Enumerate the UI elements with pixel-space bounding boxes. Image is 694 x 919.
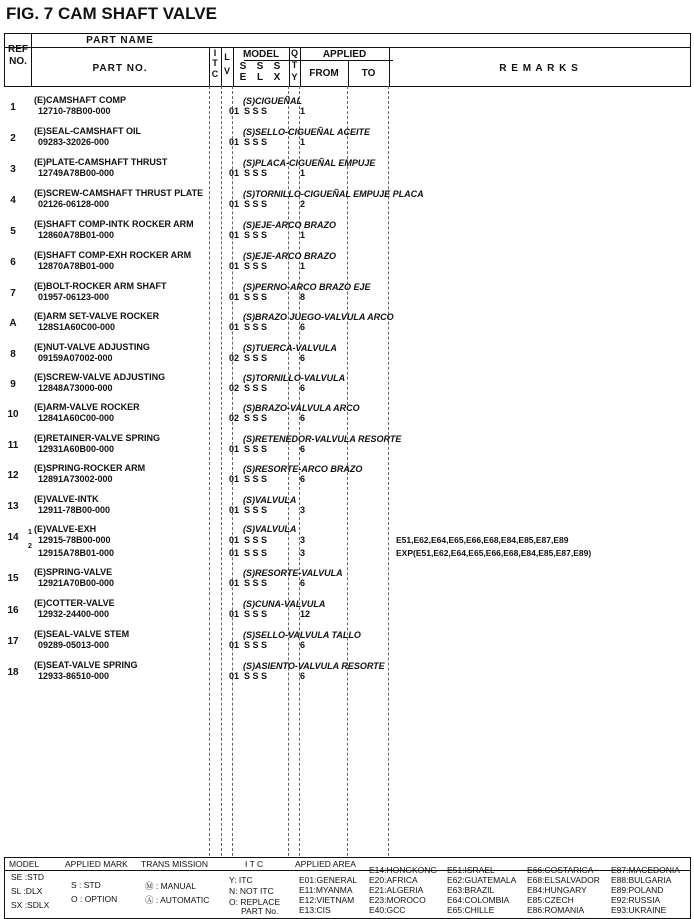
lv-value: 02 bbox=[229, 353, 240, 363]
part-number: 02126-06128-000 bbox=[38, 199, 110, 209]
legend-area-item: E01:GENERAL bbox=[299, 875, 358, 885]
qty-value: 6 bbox=[300, 578, 306, 588]
qty-value: 3 bbox=[300, 535, 306, 545]
model-header: MODEL bbox=[242, 49, 280, 60]
legend-area-item: E86:ROMANIA bbox=[527, 905, 585, 915]
ref-number: 17 bbox=[7, 636, 19, 647]
model-sx-x: X bbox=[273, 72, 281, 83]
legend-area-item: E66:COSTARICA bbox=[527, 865, 594, 875]
qty-value: 6 bbox=[300, 322, 306, 332]
model-marks: S S S bbox=[244, 322, 268, 332]
lv-value: 01 bbox=[229, 474, 240, 484]
legend-area-item: E63:BRAZIL bbox=[447, 885, 495, 895]
part-no-header: PART NO. bbox=[92, 63, 148, 74]
spanish-name: (S)SELLO-CIGUEÑAL ACEITE bbox=[243, 127, 371, 137]
legend-area-item: E88:BULGARIA bbox=[611, 875, 672, 885]
part-name: (E)SCREW-VALVE ADJUSTING bbox=[34, 372, 166, 382]
legend-area-item: E12:VIETNAM bbox=[299, 895, 355, 905]
spanish-name: (S)PERNO-ARCO BRAZO EJE bbox=[243, 282, 371, 292]
lv-value: 02 bbox=[229, 413, 240, 423]
part-name: (E)ARM-VALVE ROCKER bbox=[34, 402, 140, 412]
legend-area-item: E89:POLAND bbox=[611, 885, 664, 895]
model-sx-s: S bbox=[273, 61, 281, 72]
part-name: (E)SCREW-CAMSHAFT THRUST PLATE bbox=[34, 188, 204, 198]
spanish-name: (S)CUNA-VALVULA bbox=[243, 599, 326, 609]
sub-number: 2 bbox=[28, 543, 32, 550]
spanish-name: (S)TORNILLO-CIGUEÑAL EMPUJE PLACA bbox=[243, 189, 424, 199]
legend-area-item: E87:MACEDONIA bbox=[611, 865, 680, 875]
part-name: (E)CAMSHAFT COMP bbox=[34, 95, 126, 105]
model-marks: S S S bbox=[244, 474, 268, 484]
ref-header: REF bbox=[8, 44, 28, 55]
legend-area-item: E21:ALGERIA bbox=[369, 885, 424, 895]
no-header: NO. bbox=[9, 56, 27, 67]
spanish-name: (S)CIGUEÑAL bbox=[243, 96, 302, 106]
model-marks: S S S bbox=[244, 444, 268, 454]
remark-text: EXP(E51,E62,E64,E65,E66,E68,E84,E85,E87,E89) bbox=[396, 548, 592, 558]
qty-value: 6 bbox=[300, 444, 306, 454]
lv-value: 01 bbox=[229, 505, 240, 515]
ref-number: 1 bbox=[10, 102, 16, 113]
legend-model-item: SL :DLX bbox=[11, 886, 43, 896]
legend-model-item: SX :SDLX bbox=[11, 900, 50, 910]
lv-value: 01 bbox=[229, 261, 240, 271]
legend-area-item: E92:RUSSIA bbox=[611, 895, 661, 905]
part-number: 12921A70B00-000 bbox=[38, 578, 115, 588]
remark-text: E51,E62,E64,E65,E66,E68,E84,E85,E87,E89 bbox=[396, 535, 569, 545]
part-number: 12915A78B01-000 bbox=[38, 548, 115, 558]
to-header: TO bbox=[361, 68, 376, 79]
ref-number: 4 bbox=[10, 195, 16, 206]
legend-area-item: E68:ELSALVADOR bbox=[527, 875, 600, 885]
spanish-name: (S)TORNILLO-VALVULA bbox=[243, 373, 346, 383]
part-number: 12860A78B01-000 bbox=[38, 230, 115, 240]
spanish-name: (S)VALVULA bbox=[243, 524, 297, 534]
qty-value: 6 bbox=[300, 671, 306, 681]
legend-itc-item: Y: ITC bbox=[229, 875, 253, 885]
legend-model-header: MODEL bbox=[9, 859, 40, 869]
legend-area-item: E40:GCC bbox=[369, 905, 406, 915]
qty-value: 3 bbox=[300, 505, 306, 515]
lv-value: 01 bbox=[229, 322, 240, 332]
qty-value: 6 bbox=[300, 474, 306, 484]
part-name: (E)ARM SET-VALVE ROCKER bbox=[34, 311, 160, 321]
part-number: 09289-05013-000 bbox=[38, 640, 110, 650]
spanish-name: (S)BRAZO-VALVULA ARCO bbox=[243, 403, 360, 413]
part-name-header: PART NAME bbox=[86, 35, 154, 46]
model-marks: S S S bbox=[244, 261, 268, 271]
model-marks: S S S bbox=[244, 578, 268, 588]
legend-area-item: E20:AFRICA bbox=[369, 875, 418, 885]
lv-value: 01 bbox=[229, 137, 240, 147]
ref-number: 14 bbox=[7, 532, 19, 543]
model-marks: S S S bbox=[244, 413, 268, 423]
part-name: (E)SPRING-VALVE bbox=[34, 567, 113, 577]
qty-value: 12 bbox=[300, 609, 311, 619]
legend-area-item: E64:COLOMBIA bbox=[447, 895, 510, 905]
part-number: 12891A73002-000 bbox=[38, 474, 113, 484]
spanish-name: (S)BRAZO JUEGO-VALVULA ARCO bbox=[243, 312, 394, 322]
model-marks: S S S bbox=[244, 292, 268, 302]
ref-number: 15 bbox=[7, 573, 19, 584]
part-number: 09283-32026-000 bbox=[38, 137, 110, 147]
ref-number: 11 bbox=[7, 440, 19, 451]
part-name: (E)SEAT-VALVE SPRING bbox=[34, 660, 138, 670]
model-marks: S S S bbox=[244, 640, 268, 650]
lv-value: 01 bbox=[229, 230, 240, 240]
spanish-name: (S)ASIENTO-VALVULA RESORTE bbox=[243, 661, 385, 671]
model-marks: S S S bbox=[244, 535, 268, 545]
qty-value: 6 bbox=[300, 640, 306, 650]
from-header: FROM bbox=[309, 68, 339, 79]
model-marks: S S S bbox=[244, 383, 268, 393]
legend-area-item: E84:HUNGARY bbox=[527, 885, 587, 895]
page-title: FIG. 7 CAM SHAFT VALVE bbox=[6, 4, 217, 23]
spanish-name: (S)SELLO-VALVULA TALLO bbox=[243, 630, 361, 640]
remarks-header: R E M A R K S bbox=[499, 63, 579, 74]
spanish-name: (S)RESORTE-VALVULA bbox=[243, 568, 343, 578]
part-number: 12933-86510-000 bbox=[38, 671, 110, 681]
part-number: 12710-78B00-000 bbox=[38, 106, 111, 116]
legend-itc-item: PART No. bbox=[241, 906, 279, 916]
spanish-name: (S)EJE-ARCO BRAZO bbox=[243, 251, 337, 261]
qty-value: 6 bbox=[300, 353, 306, 363]
itc-i: I bbox=[213, 48, 217, 58]
legend-trans-item: Ⓐ : AUTOMATIC bbox=[145, 895, 210, 905]
part-number: 12911-78B00-000 bbox=[38, 505, 111, 515]
model-se-s: S bbox=[239, 61, 247, 72]
lv-value: 01 bbox=[229, 292, 240, 302]
part-name: (E)RETAINER-VALVE SPRING bbox=[34, 433, 161, 443]
ref-number: 7 bbox=[10, 288, 16, 299]
legend-trans-header: TRANS MISSION bbox=[141, 859, 209, 869]
qty-q: Q bbox=[290, 48, 298, 58]
ref-number: 8 bbox=[10, 349, 16, 360]
qty-value: 1 bbox=[300, 230, 306, 240]
lv-value: 01 bbox=[229, 578, 240, 588]
legend-area-item: E51:ISRAEL bbox=[447, 865, 495, 875]
qty-value: 6 bbox=[300, 383, 306, 393]
lv-v: V bbox=[223, 66, 230, 76]
part-name: (E)PLATE-CAMSHAFT THRUST bbox=[34, 157, 168, 167]
spanish-name: (S)PLACA-CIGUEÑAL EMPUJE bbox=[243, 158, 376, 168]
part-name: (E)VALVE-EXH bbox=[34, 524, 97, 534]
lv-value: 01 bbox=[229, 444, 240, 454]
qty-t: T bbox=[291, 60, 298, 70]
spanish-name: (S)RETENEDOR-VALVULA RESORTE bbox=[243, 434, 402, 444]
lv-value: 01 bbox=[229, 548, 240, 558]
qty-value: 2 bbox=[300, 199, 306, 209]
lv-value: 01 bbox=[229, 535, 240, 545]
qty-value: 1 bbox=[300, 168, 306, 178]
part-name: (E)SHAFT COMP-INTK ROCKER ARM bbox=[34, 219, 194, 229]
spanish-name: (S)TUERCA-VALVULA bbox=[243, 343, 337, 353]
model-marks: S S S bbox=[244, 168, 268, 178]
part-name: (E)SHAFT COMP-EXH ROCKER ARM bbox=[34, 250, 192, 260]
legend-footer bbox=[4, 857, 691, 919]
spanish-name: (S)RESORTE-ARCO BRAZO bbox=[243, 464, 363, 474]
lv-value: 02 bbox=[229, 383, 240, 393]
part-name: (E)COTTER-VALVE bbox=[34, 598, 115, 608]
legend-trans-item: Ⓜ : MANUAL bbox=[145, 881, 197, 891]
spanish-name: (S)EJE-ARCO BRAZO bbox=[243, 220, 337, 230]
legend-itc-header: I T C bbox=[245, 859, 264, 869]
qty-value: 3 bbox=[300, 548, 306, 558]
lv-value: 01 bbox=[229, 671, 240, 681]
part-number: 12841A60C00-000 bbox=[38, 413, 115, 423]
model-marks: S S S bbox=[244, 548, 268, 558]
legend-area-item: E14:HONGKONG bbox=[369, 865, 438, 875]
model-marks: S S S bbox=[244, 106, 268, 116]
qty-value: 1 bbox=[300, 261, 306, 271]
ref-number: 16 bbox=[7, 605, 19, 616]
part-number: 12932-24400-000 bbox=[38, 609, 110, 619]
ref-number: 9 bbox=[10, 379, 16, 390]
model-marks: S S S bbox=[244, 671, 268, 681]
model-marks: S S S bbox=[244, 230, 268, 240]
part-name: (E)SEAL-VALVE STEM bbox=[34, 629, 130, 639]
lv-value: 01 bbox=[229, 199, 240, 209]
lv-value: 01 bbox=[229, 168, 240, 178]
applied-header: APPLIED bbox=[322, 49, 367, 60]
part-number: 12749A78B00-000 bbox=[38, 168, 115, 178]
part-name: (E)VALVE-INTK bbox=[34, 494, 99, 504]
lv-l: L bbox=[224, 52, 230, 62]
table-header bbox=[4, 33, 691, 87]
legend-itc-item: N: NOT ITC bbox=[229, 886, 274, 896]
model-sl-s: S bbox=[256, 61, 264, 72]
lv-value: 01 bbox=[229, 609, 240, 619]
lv-value: 01 bbox=[229, 106, 240, 116]
part-name: (E)SEAL-CAMSHAFT OIL bbox=[34, 126, 141, 136]
qty-value: 1 bbox=[300, 137, 306, 147]
model-marks: S S S bbox=[244, 199, 268, 209]
ref-number: 6 bbox=[10, 257, 16, 268]
part-number: 12870A78B01-000 bbox=[38, 261, 115, 271]
legend-area-item: E65:CHILLE bbox=[447, 905, 495, 915]
model-marks: S S S bbox=[244, 137, 268, 147]
part-number: 12931A60B00-000 bbox=[38, 444, 115, 454]
legend-area-item: E13:CIS bbox=[299, 905, 331, 915]
legend-area-item: E62:GUATEMALA bbox=[447, 875, 517, 885]
itc-t: T bbox=[212, 58, 218, 68]
sub-number: 1 bbox=[28, 529, 32, 536]
part-name: (E)NUT-VALVE ADJUSTING bbox=[34, 342, 150, 352]
model-sl-l: L bbox=[256, 72, 264, 83]
part-name: (E)SPRING-ROCKER ARM bbox=[34, 463, 146, 473]
model-marks: S S S bbox=[244, 505, 268, 515]
model-se-e: E bbox=[239, 72, 247, 83]
qty-value: 6 bbox=[300, 413, 306, 423]
part-name: (E)BOLT-ROCKER ARM SHAFT bbox=[34, 281, 167, 291]
legend-area-item: E85:CZECH bbox=[527, 895, 574, 905]
ref-number: A bbox=[9, 318, 17, 329]
qty-value: 8 bbox=[300, 292, 306, 302]
ref-number: 3 bbox=[10, 164, 16, 175]
legend-mark-item: S : STD bbox=[71, 880, 101, 890]
model-marks: S S S bbox=[244, 353, 268, 363]
spanish-name: (S)VALVULA bbox=[243, 495, 297, 505]
itc-c: C bbox=[211, 69, 219, 79]
legend-applied-area-header: APPLIED AREA bbox=[295, 859, 356, 869]
part-number: 12915-78B00-000 bbox=[38, 535, 111, 545]
ref-number: 2 bbox=[10, 133, 16, 144]
lv-value: 01 bbox=[229, 640, 240, 650]
legend-area-item: E23:MOROCO bbox=[369, 895, 426, 905]
qty-value: 1 bbox=[300, 106, 306, 116]
legend-area-item: E11:MYANMA bbox=[299, 885, 353, 895]
model-marks: S S S bbox=[244, 609, 268, 619]
part-number: 09159A07002-000 bbox=[38, 353, 113, 363]
ref-number: 13 bbox=[7, 501, 19, 512]
legend-model-item: SE :STD bbox=[11, 872, 45, 882]
ref-number: 18 bbox=[7, 667, 19, 678]
part-number: 12848A73000-000 bbox=[38, 383, 113, 393]
part-number: 128S1A60C00-000 bbox=[38, 322, 116, 332]
ref-number: 5 bbox=[10, 226, 16, 237]
legend-area-item: E93:UKRAINE bbox=[611, 905, 667, 915]
ref-number: 12 bbox=[7, 470, 19, 481]
legend-mark-item: O : OPTION bbox=[71, 894, 118, 904]
part-number: 01957-06123-000 bbox=[38, 292, 110, 302]
ref-number: 10 bbox=[7, 409, 19, 420]
qty-y: Y bbox=[291, 72, 298, 82]
legend-itc-item: O: REPLACE bbox=[229, 897, 281, 907]
legend-applied-mark-header: APPLIED MARK bbox=[65, 859, 128, 869]
